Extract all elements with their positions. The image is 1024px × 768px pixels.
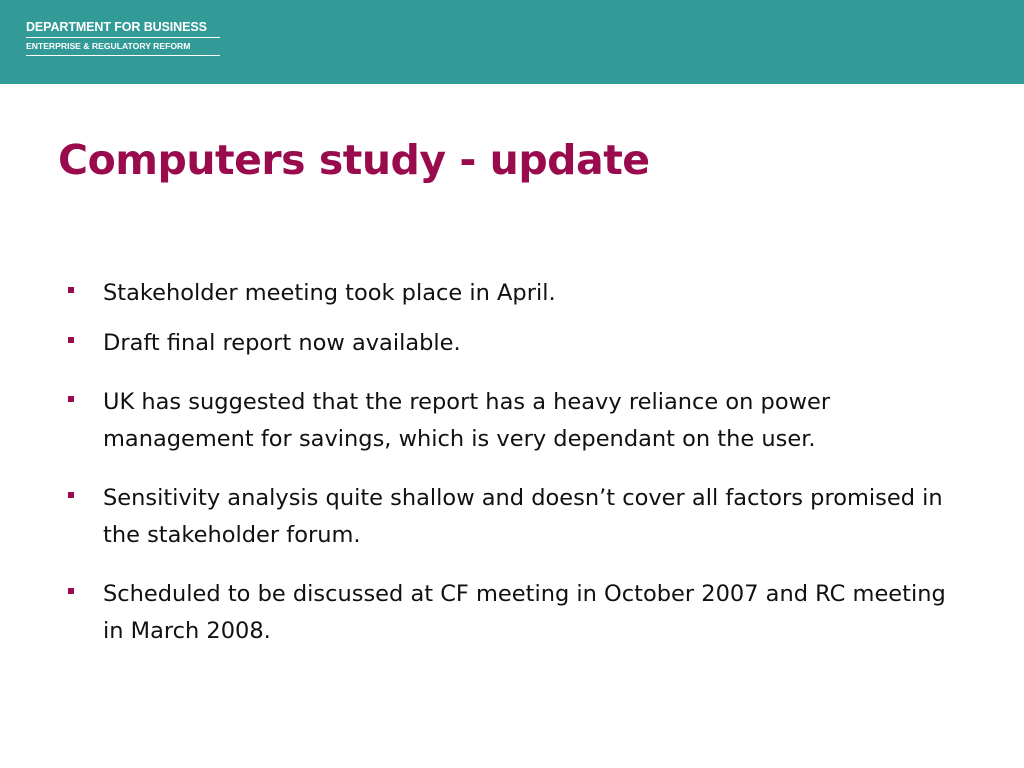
- header-band: [0, 0, 1024, 84]
- department-logo: [26, 20, 220, 59]
- bullet-text: Scheduled to be discussed at CF meeting in October 2007 and RC meeting in March 2008.: [103, 581, 946, 644]
- bullet-text: Stakeholder meeting took place in April.: [103, 280, 556, 306]
- bullet-text: Draft final report now available.: [103, 330, 461, 356]
- bullet-item: [66, 325, 966, 362]
- slide-title: Computers study - update: [58, 136, 650, 184]
- square-bullet-icon: [68, 287, 74, 293]
- bullet-text: Sensitivity analysis quite shallow and doesn’t cover all factors promised in the stakeholder forum.: [103, 485, 943, 548]
- logo-line-1: DEPARTMENT FOR BUSINESS: [26, 20, 207, 34]
- bullet-item: [66, 384, 966, 458]
- square-bullet-icon: [68, 396, 74, 402]
- bullet-list: [66, 275, 966, 650]
- square-bullet-icon: [68, 492, 74, 498]
- logo-line-2: ENTERPRISE & REGULATORY REFORM: [26, 41, 191, 51]
- bullet-text: UK has suggested that the report has a heavy reliance on power management for savings, which is very dependant on the user.: [103, 389, 831, 452]
- bullet-item: [66, 480, 966, 554]
- bullet-item: [66, 275, 966, 312]
- square-bullet-icon: [68, 337, 74, 343]
- bullet-item: [66, 576, 966, 650]
- logo-divider: [26, 37, 220, 38]
- logo-underline: [26, 55, 220, 56]
- square-bullet-icon: [68, 588, 74, 594]
